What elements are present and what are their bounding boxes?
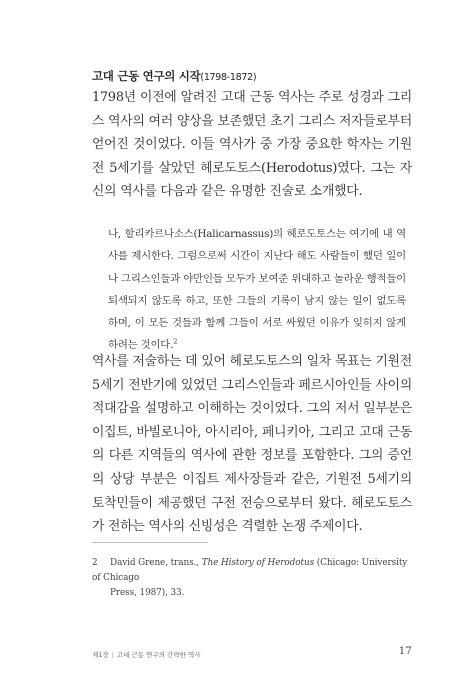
section-heading-title: 고대 근동 연구의 시작 — [92, 69, 201, 83]
footnote — [92, 556, 414, 601]
footnote-divider — [92, 542, 208, 543]
block-quote — [108, 223, 406, 357]
body-paragraph-1: 1798년 이전에 알려진 고대 근동 역사는 주로 성경과 그리스 역사의 여러 양상을 보존했던 초기 그리스 저자들로부터 얻어진 것이었다. 이들 역사가 중 가장 중요한 학자는 기원전 5세기를 살았던 헤로도토스(Herodotus)였다. 그는 자신의 역사를 다음과 같은 유명한 진술로 소개했다. — [92, 90, 412, 200]
footnote-book-title: The History of Herodotus — [201, 558, 315, 568]
page-number: 17 — [398, 645, 412, 657]
footer-separator: | — [111, 651, 114, 659]
footnote-number: 2 — [92, 558, 98, 568]
footnote-publisher: (Chicago: University of Chicago — [92, 558, 408, 583]
block-quote-text: 나, 할리카르나소스(Halicarnassus)의 헤로도토스는 여기에 내 역사를 제시한다. 그럼으로써 시간이 지난다 해도 사람들이 했던 일이나 그리스인들과 야만인들 모두가 보여준 위대하고 놀라운 행적들이 퇴색되지 않도록 하고, 또한 그들의 기록이 남지 않는 일이 없도록 하며, 이 모든 것들과 함께 그들이 서로 싸웠던 이유가 잊히지 않게 하려는 것이다. — [108, 228, 406, 352]
section-heading — [92, 68, 256, 84]
running-footer — [92, 650, 201, 659]
section-heading-years: (1798-1872) — [200, 72, 257, 83]
body-paragraph-2: 역사를 저술하는 데 있어 헤로도토스의 일차 목표는 기원전 5세기 전반기에 있었던 그리스인들과 페르시아인들 사이의 적대감을 설명하고 이해하는 것이었다. 그의 저서 일부분은 이집트, 바빌로니아, 아시리아, 페니키아, 그리고 고대 근동의 다른 지역들의 역사에 관한 정보를 포함한다. 그의 증언의 상당 부분은 이집트 제사장들과 같은, 기원전 5세기의 토착민들이 제공했던 구전 전승으로부터 왔다. 헤로도토스가 전하는 역사의 신빙성은 격렬한 논쟁 주제이다. — [92, 354, 412, 535]
footnote-author: David Grene, trans., — [110, 558, 199, 568]
footnote-publisher-continued: Press, 1987), 33. — [110, 588, 185, 598]
footer-chapter: 제1장 — [92, 651, 109, 659]
footnote-reference: 2 — [173, 338, 178, 347]
footer-chapter-title: 고대 근동 연구의 간략한 역사 — [116, 651, 201, 659]
